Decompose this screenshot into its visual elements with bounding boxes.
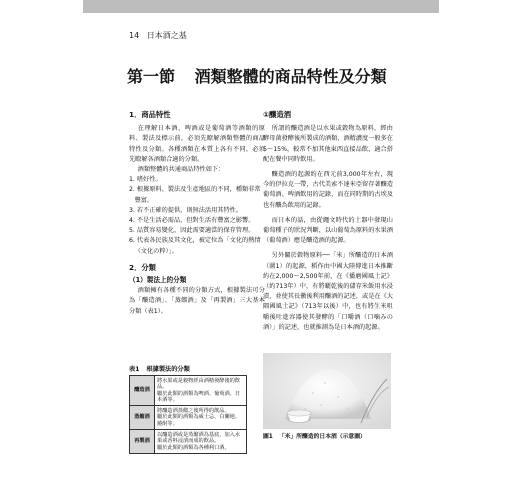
paragraph: 而日本的話，由從繩文時代的土器中發現山葡萄種子的狀況判斷，以山葡萄為原料的水果酒（葡萄酒）應是釀造酒的起源。 — [263, 216, 393, 245]
paragraph: 酒類擁有各種不同的分類方式，根據製法可分為「釀造酒」、「蒸餾酒」及「再製酒」三大基本分類（表1）。 — [129, 287, 265, 315]
rice-photo-illustration — [263, 353, 391, 429]
right-column — [263, 110, 393, 333]
page-number: 14 — [129, 31, 140, 40]
list-item: 1. 嗜好性。 — [129, 176, 162, 184]
left-column — [129, 110, 265, 317]
description-line: 以釀造酒或是蒸餾酒為基底，加入水果或香料浸漬而成的飲品。 — [157, 431, 241, 445]
category-cell: 釀造酒 — [130, 376, 155, 406]
list-item: 5. 品質容易變化，因此需要適當的保存管理。 — [129, 227, 255, 235]
table-caption — [129, 364, 197, 373]
table-row — [130, 376, 247, 406]
description-cell — [155, 376, 247, 406]
paragraph: 在理解日本酒、啤酒或是葡萄酒等酒類的原料、製法及標示前，必須先瞭解酒類整體的商品特性及分類。各種酒類在本質上各有不同，必須先瞭解各酒類合適的分類。 — [129, 125, 265, 163]
description-line: 將釀造酒蒸餾之後所得的飲品。 — [157, 407, 230, 414]
description-cell — [155, 430, 247, 454]
rice-and-sake-photo — [263, 353, 391, 429]
heading-classification: 2．分類 — [129, 262, 156, 272]
table-row — [130, 406, 247, 430]
table-title: 根據製法的分類 — [146, 366, 190, 373]
description-line: 屬於此類的酒類為各種利口酒。 — [157, 444, 230, 451]
description-line: 將水果或是穀物經由酒精發酵後的飲品。 — [157, 377, 241, 391]
description-line: 屬於此類的酒類為威士忌、白蘭地、燒酎等。 — [157, 414, 241, 428]
figure-caption — [263, 431, 372, 440]
section-title: 酒類整體的商品特性及分類 — [194, 67, 387, 86]
classification-table — [129, 375, 247, 454]
figure-label: 圖1 — [263, 434, 273, 440]
chapter-title — [127, 64, 397, 87]
features-list — [129, 175, 265, 257]
category-cell: 蒸餾酒 — [130, 406, 155, 430]
table-row — [130, 430, 247, 454]
paragraph: 另外關於穀物原料──「米」所釀造的日本酒（圖1）的起源，稻作由中國大陸傳進日本推斷約在2,000～2,500年前，在《播磨國風土記》（約713年）中，有將曬乾後的儲存米飯用水浸漬，並使其長黴後利用釀酒的記述，或是在《大隅國風土記》（713年以後）中，也有將生米咀嚼後吐進容器使其發酵的「口嚼酒（口噛みの酒）」的記述，也就推測為是日本酒的起源。 — [263, 252, 393, 331]
paragraph: 酒類整體的共通商品特性如下： — [137, 166, 225, 174]
paragraph: 釀造酒的起源約在西元前3,000年左右，現今的伊拉克一帶，古代美索不達米亞留存著釀造葡萄酒、啤酒飲用的記錄，而在同時期的古埃及也有釀為飲用的記錄。 — [263, 171, 393, 209]
running-header — [129, 30, 187, 41]
list-item: 3. 若不正確的提供，則無法活用其特性。 — [129, 206, 243, 214]
section-number: 第一節 — [127, 67, 176, 86]
description-cell — [155, 406, 247, 430]
list-item: 4. 不是生活必需品，但對生活有豐富之影響。 — [129, 217, 255, 225]
list-item: 2. 根據原料、製法及生產地區的不同，種類非常豐富。 — [129, 186, 261, 204]
top-gray-bar — [83, 0, 439, 13]
figure-caption-text: 「米」所釀造的日本酒（示意圖） — [278, 434, 366, 440]
table-label: 表1 — [129, 366, 140, 373]
subheading-production: （1）製法上的分類 — [129, 276, 187, 285]
book-title: 日本酒之基 — [146, 31, 187, 40]
description-line: 屬於此類的酒類為啤酒、葡萄酒、日本酒等。 — [157, 390, 241, 404]
list-item: 6. 代表各民族及其文化，被定位為「文化的熱情（文化の粋）」。 — [129, 237, 261, 255]
heading-brewed-liquor: ①釀造酒 — [263, 110, 292, 119]
paragraph: 所謂的釀造酒是以水果或穀物為原料，經由酵母菌發酵後所製成的酒類，酒精濃度一般多在5～15%，較常不加其他東西直接品飲，適合搭配在餐中同時飲用。 — [263, 125, 393, 163]
category-cell: 再製酒 — [130, 430, 155, 454]
heading-product-features: 1．商品特性 — [129, 110, 171, 119]
